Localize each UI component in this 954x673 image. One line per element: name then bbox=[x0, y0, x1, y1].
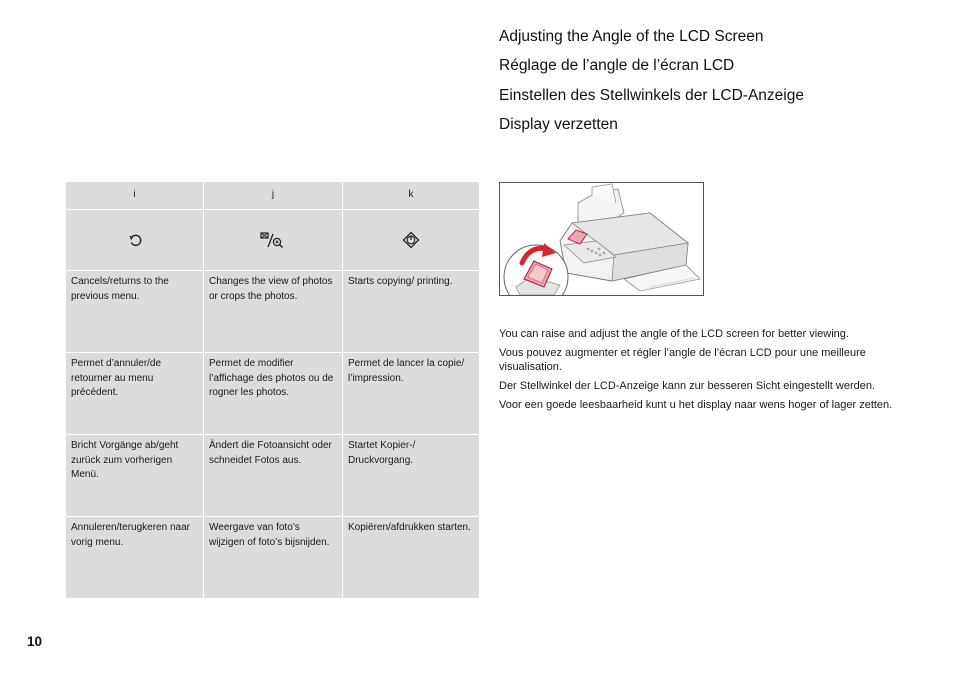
table-icon-row bbox=[66, 210, 480, 271]
section-headings bbox=[499, 22, 804, 139]
table-row bbox=[66, 517, 480, 599]
table-header-row bbox=[66, 182, 480, 210]
desc-cell bbox=[204, 271, 343, 353]
icon-cell-k bbox=[343, 210, 480, 271]
icon-cell-i bbox=[66, 210, 204, 271]
desc-text: Annuleren/terugkeren naar vorig menu. bbox=[71, 522, 190, 548]
column-header-k: k bbox=[343, 182, 480, 210]
paragraph-en: You can raise and adjust the angle of the LCD screen for better viewing. bbox=[499, 328, 849, 340]
desc-text: Permet de lancer la copie/ l’impression. bbox=[348, 358, 465, 384]
table-row bbox=[66, 353, 480, 435]
desc-cell bbox=[66, 271, 204, 353]
paragraph-nl: Voor een goede leesbaarheid kunt u het display naar wens hoger of lager zetten. bbox=[499, 399, 893, 411]
desc-cell bbox=[66, 517, 204, 599]
desc-cell bbox=[343, 353, 480, 435]
desc-cell bbox=[204, 517, 343, 599]
desc-text: Permet d’annuler/de retourner au menu précédent. bbox=[71, 358, 162, 398]
heading-de: Einstellen des Stellwinkels der LCD-Anzeige bbox=[499, 86, 804, 104]
printer-lcd-illustration bbox=[500, 183, 703, 295]
column-header-j: j bbox=[204, 182, 343, 210]
table-row bbox=[66, 435, 480, 517]
desc-text: Permet de modifier l’affichage des photos ou de rogner les photos. bbox=[209, 358, 334, 398]
column-header-i: i bbox=[66, 182, 204, 210]
desc-cell bbox=[204, 353, 343, 435]
desc-cell bbox=[343, 435, 480, 517]
desc-text: Ändert die Fotoansicht oder schneidet Fotos aus. bbox=[209, 440, 332, 466]
button-function-table bbox=[65, 181, 480, 599]
paragraph-fr: Vous pouvez augmenter et régler l’angle de l’écran LCD pour une meilleure visualisation. bbox=[499, 347, 866, 373]
printer-figure bbox=[499, 182, 704, 296]
heading-fr: Réglage de l’angle de l’écran LCD bbox=[499, 57, 735, 75]
view-crop-icon bbox=[260, 231, 286, 249]
desc-cell bbox=[343, 271, 480, 353]
desc-text: Startet Kopier-/ Druckvorgang. bbox=[348, 440, 416, 466]
desc-text: Weergave van foto’s wijzigen of foto’s bijsnijden. bbox=[209, 522, 330, 548]
back-icon bbox=[128, 232, 142, 248]
desc-text: Changes the view of photos or crops the photos. bbox=[209, 276, 333, 302]
heading-nl: Display verzetten bbox=[499, 115, 618, 133]
desc-text: Cancels/returns to the previous menu. bbox=[71, 276, 169, 302]
paragraph-de: Der Stellwinkel der LCD-Anzeige kann zur besseren Sicht eingestellt werden. bbox=[499, 380, 876, 392]
desc-text: Bricht Vorgänge ab/geht zurück zum vorherigen Menü. bbox=[71, 440, 179, 480]
start-icon bbox=[402, 231, 420, 249]
desc-cell bbox=[204, 435, 343, 517]
desc-text: Starts copying/ printing. bbox=[348, 276, 453, 287]
icon-cell-j bbox=[204, 210, 343, 271]
description-paragraphs bbox=[499, 327, 919, 417]
heading-en: Adjusting the Angle of the LCD Screen bbox=[499, 28, 764, 45]
desc-text: Kopiëren/afdrukken starten. bbox=[348, 522, 471, 533]
desc-cell bbox=[66, 353, 204, 435]
page-number: 10 bbox=[27, 634, 43, 649]
desc-cell bbox=[66, 435, 204, 517]
desc-cell bbox=[343, 517, 480, 599]
table-row bbox=[66, 271, 480, 353]
